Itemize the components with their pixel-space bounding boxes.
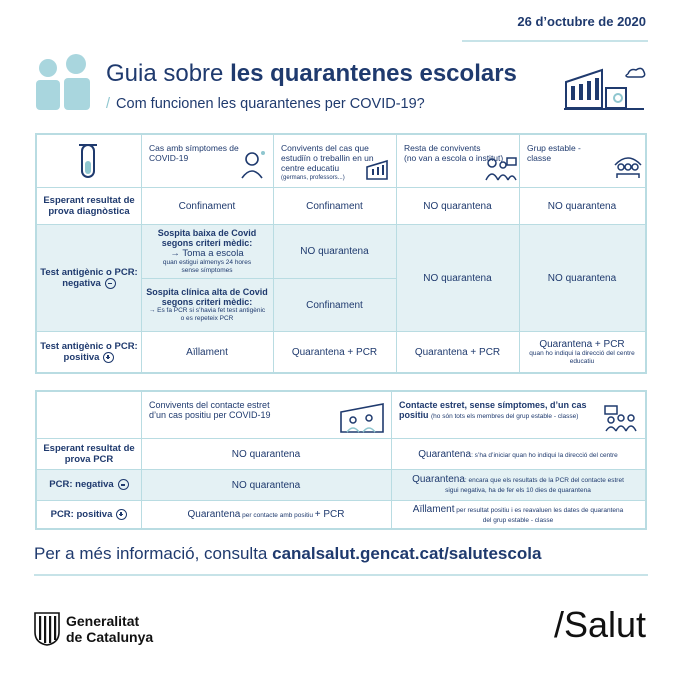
more-info-link[interactable]: canalsalut.gencat.cat/salutescola: [272, 544, 542, 563]
date-rule: [462, 40, 648, 42]
table2-row-waiting: [37, 439, 645, 469]
test-tube-icon: [73, 141, 103, 183]
cell-positive-group: Quarantena + PCR quan ho indiqui la direcció del centre educatiu: [529, 338, 635, 365]
cell-negative-group: NO quarantena: [547, 272, 617, 284]
classroom-icon: [613, 153, 643, 179]
row-label-negative: Test antigènic o PCR: negativa: [40, 266, 138, 289]
table1-header-row: [37, 135, 645, 187]
col-header-rest-cohabitants: Resta de convivents (no van a escola o institut): [404, 143, 504, 163]
footer-rule: [34, 574, 648, 576]
generalitat-wordmark: Generalitat de Catalunya: [66, 613, 154, 645]
table2-row-negative: [37, 470, 645, 500]
row-label-waiting-pcr: Esperant resultat de prova PCR: [43, 443, 135, 465]
cell-waiting-cohabitants-school: Confinament: [306, 200, 363, 212]
col-header-close-contact: Contacte estret, sense símptomes, d’un cas positiu (ho són tots els membres del grup estable - classe): [399, 400, 587, 420]
table1-row-negative: [37, 225, 645, 331]
cell-waiting-group: NO quarantena: [547, 200, 617, 212]
col-header-stable-group: Grup estable - classe: [527, 143, 581, 163]
page-title: Guia sobre les quarantenes escolars: [106, 60, 517, 87]
cell-pcr-negative-cohab: NO quarantena: [231, 479, 301, 491]
quarantine-table-contacts: [35, 390, 647, 530]
cell-negative-cohab-bottom: Confinament: [306, 299, 363, 311]
date-label: 26 d’octubre de 2020: [517, 14, 646, 29]
classroom-building-icon: [339, 402, 385, 434]
school-building-icon: [365, 159, 391, 181]
col-header-symptoms: Cas amb símptomes de COVID-19: [149, 143, 239, 163]
table2-header-row: [37, 392, 645, 438]
cell-positive-cohabitants-school: Quarantena + PCR: [291, 346, 378, 358]
row-label-waiting: Esperant resultat de prova diagnòstica: [43, 195, 135, 217]
quarantine-table-cases: [35, 133, 647, 374]
people-icon: [34, 54, 94, 110]
table1-row-waiting: [37, 188, 645, 224]
cell-positive-symptoms: Aïllament: [186, 346, 228, 358]
school-icon: [562, 62, 646, 114]
cell-negative-cohab-top: NO quarantena: [300, 246, 369, 257]
cell-negative-high-suspicion: Sospita clínica alta de Covid segons criteri mèdic: → Es fa PCR si s’havia fet test antigènic o es repeteix PCR: [146, 287, 268, 322]
table2-row-positive: [37, 501, 645, 528]
page-subtitle: / Com funcionen les quarantenes per COVID-19?: [106, 96, 425, 112]
generalitat-logo-icon: [34, 612, 60, 646]
salut-wordmark: /Salut: [553, 604, 646, 645]
plus-circle-icon: [103, 352, 114, 363]
sick-person-icon: [237, 149, 267, 179]
cell-waiting-pcr-cohab: NO quarantena: [231, 448, 301, 460]
cell-pcr-positive-cohab: Quarantena per contacte amb positiu + PCR: [187, 509, 345, 520]
row-label-pcr-positive: PCR: positiva: [37, 501, 141, 528]
row-label-positive: Test antigènic o PCR: positiva: [40, 340, 138, 363]
cell-negative-rest: NO quarantena: [423, 272, 492, 284]
plus-circle-icon: [116, 509, 127, 520]
minus-circle-icon: [118, 479, 129, 490]
col-header-cohabitants-school: Convivents del cas que estudiïn o treballin en un centre educatiu (germans, professors...): [281, 143, 374, 181]
cell-pcr-negative-contact: Quarantena: encara que els resultats de la PCR del contacte estret sigui negativa, ha de fer els 10 dies de quarantena: [412, 474, 624, 494]
table1-row-positive: [37, 332, 645, 372]
more-info-line: Per a més informació, consulta canalsalut.gencat.cat/salutescola: [34, 544, 542, 563]
cell-waiting-symptoms: Confinament: [178, 200, 236, 212]
minus-circle-icon: [105, 278, 116, 289]
cell-positive-rest: Quarantena + PCR: [414, 346, 501, 358]
family-icon: [485, 155, 517, 181]
row-label-pcr-negative: PCR: negativa: [37, 470, 141, 500]
cell-waiting-pcr-contact: Quarantena: s’ha d’iniciar quan ho indiqui la direcció del centre: [418, 448, 618, 460]
cell-negative-low-suspicion: Sospita baixa de Covid segons criteri mèdic: → Toma a escola quan estigui almenys 24 hores sense símptomes: [157, 228, 257, 274]
cell-pcr-positive-contact: Aïllament per resultat positiu i es reavaluen les dates de quarantena del grup estable - classe: [412, 503, 624, 524]
col-header-contact-cohabitants: Convivents del contacte estret d’un cas positiu per COVID-19: [149, 400, 271, 420]
group-people-icon: [603, 404, 639, 432]
cell-waiting-rest: NO quarantena: [423, 200, 492, 212]
